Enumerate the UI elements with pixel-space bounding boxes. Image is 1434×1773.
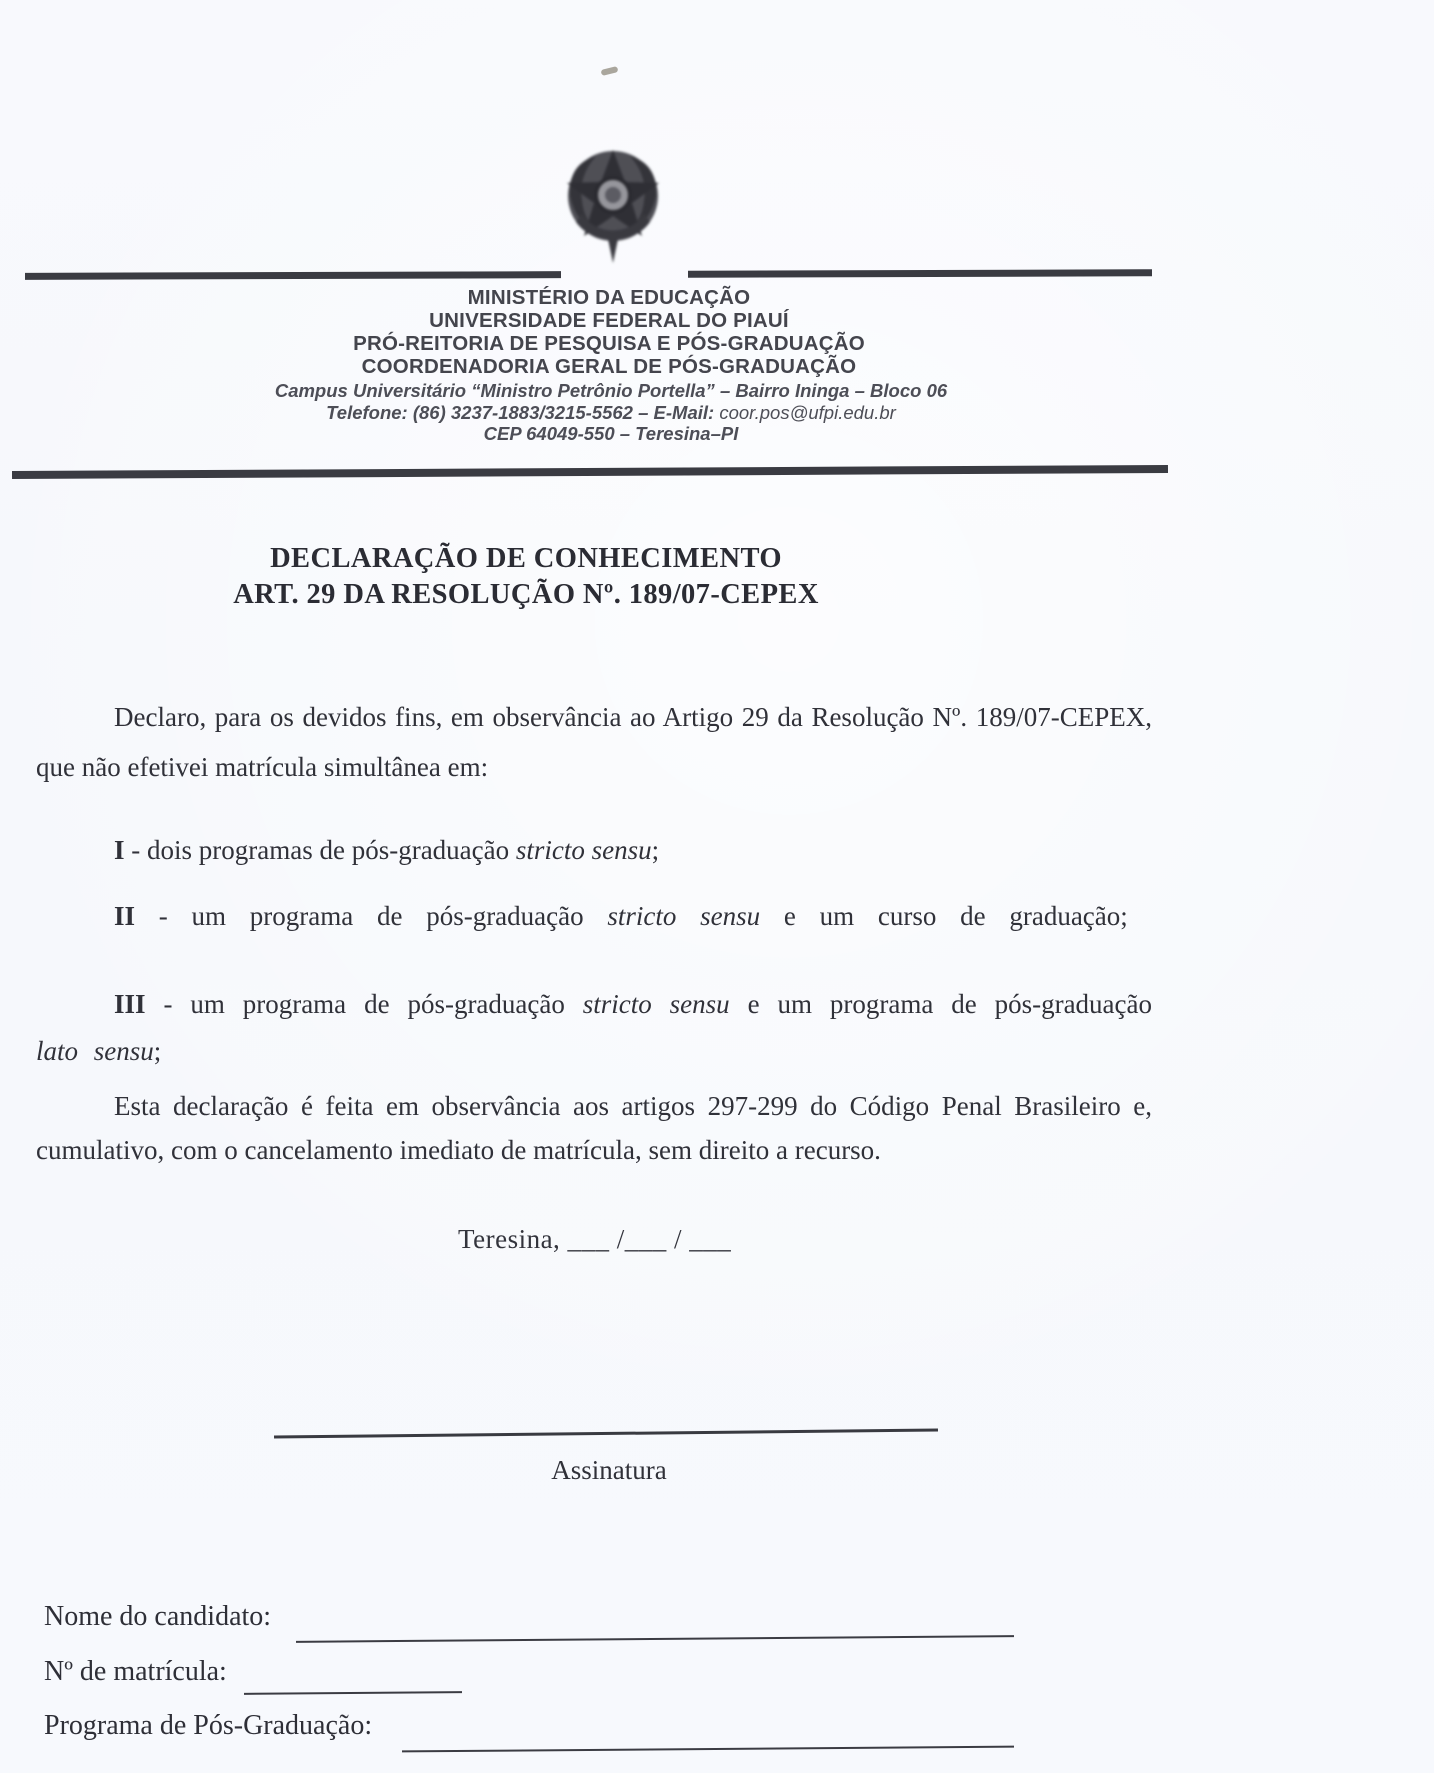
clause-3-text-after: ; (153, 1036, 162, 1066)
document-title-line2: ART. 29 DA RESOLUÇÃO Nº. 189/07-CEPEX (233, 579, 819, 610)
city-date-line: Teresina, ___ /___ / ___ (458, 1224, 732, 1254)
enrollment-number-label: Nº de matrícula: (44, 1656, 227, 1687)
university-name: UNIVERSIDADE FEDERAL DO PIAUÍ (429, 309, 789, 332)
clause-2-text-after: e um curso de graduação; (760, 901, 1128, 931)
header-rule-right (688, 269, 1152, 277)
clause-item-3 (36, 981, 1152, 1075)
clause-3-text: - um programa de pós-graduação (163, 989, 565, 1019)
letterhead-org-block (0, 286, 1218, 378)
declaration-intro-paragraph (36, 692, 1152, 792)
clause-2-latin-term: stricto sensu (607, 901, 761, 931)
signature-line (274, 1429, 938, 1439)
document-title (0, 541, 1052, 613)
clause-1-numeral: I (114, 835, 125, 865)
clause-3-latin-term: stricto sensu (582, 989, 730, 1019)
clause-1-text-after: ; (651, 835, 660, 865)
scan-artifact (601, 66, 619, 76)
header-rule-bottom (12, 465, 1168, 479)
letterhead-address-block (0, 380, 1222, 445)
clause-2-numeral: II (114, 901, 136, 931)
header-rule-left (25, 271, 561, 280)
prorectory-name: PRÓ-REITORIA DE PESQUISA E PÓS-GRADUAÇÃO (353, 332, 865, 355)
clause-3-text-middle: e um programa de pós-graduação (729, 989, 1153, 1019)
clause-3-latin-term-2: lato sensu (36, 1036, 154, 1066)
contact-line (0, 402, 1222, 424)
clause-item-1 (36, 827, 1152, 874)
graduate-program-blank-line (402, 1746, 1014, 1753)
cep-line: CEP 64049-550 – Teresina–PI (483, 423, 739, 444)
email-address: coor.pos@ufpi.edu.br (719, 401, 896, 423)
document-title-line1: DECLARAÇÃO DE CONHECIMENTO (270, 543, 782, 574)
intro-text: Declaro, para os devidos fins, em observância ao Artigo 29 da Resolução Nº. 189/07-CEPEX, que não efetivei matrícula simultânea em: (36, 702, 1152, 782)
candidate-name-blank-line (296, 1635, 1014, 1643)
brazil-coat-of-arms-logo (548, 146, 678, 264)
graduate-program-label: Programa de Pós-Graduação: (44, 1710, 373, 1741)
signature-label: Assinatura (551, 1455, 667, 1485)
ministry-name: MINISTÉRIO DA EDUCAÇÃO (467, 286, 751, 309)
clause-2-text: - um programa de pós-graduação (158, 901, 584, 931)
clause-1-latin-term: stricto sensu (515, 835, 652, 865)
enrollment-number-blank-line (244, 1691, 462, 1695)
coordination-name: COORDENADORIA GERAL DE PÓS-GRADUAÇÃO (361, 355, 857, 378)
phone-email-label: Telefone: (86) 3237-1883/3215-5562 – E-Mail: (326, 401, 715, 423)
clause-1-text: - dois programas de pós-graduação (131, 835, 510, 865)
clause-item-2 (36, 893, 1152, 940)
candidate-name-label: Nome do candidato: (44, 1601, 272, 1632)
penalty-text: Esta declaração é feita em observância aos artigos 297-299 do Código Penal Brasileiro e, cumulativo, com o cancelamento imediato de matrícula, sem direito a recurso. (36, 1091, 1152, 1165)
penalty-paragraph (36, 1084, 1152, 1172)
campus-address: Campus Universitário “Ministro Petrônio Portella” – Bairro Ininga – Bloco 06 (274, 380, 948, 401)
clause-3-numeral: III (114, 989, 146, 1019)
